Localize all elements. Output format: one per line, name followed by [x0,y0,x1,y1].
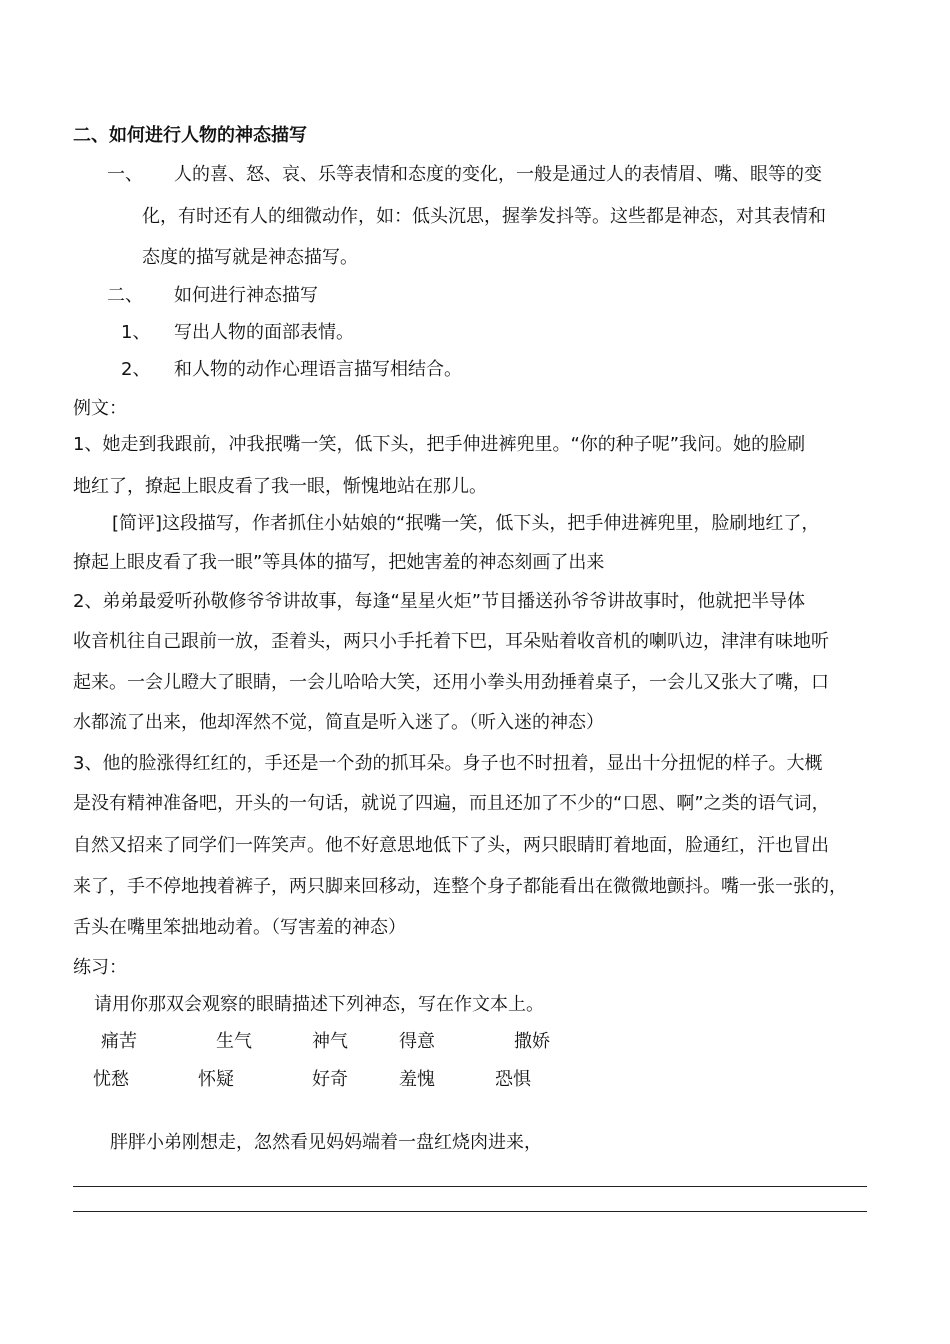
example3-line: 来了，手不停地拽着裤子，两只脚来回移动，连整个身子都能看出在微微地颤抖。嘴一张一张的， [73,876,847,897]
writing-prompt: 胖胖小弟刚想走，忽然看见妈妈端着一盘红烧肉进来， [110,1132,542,1153]
comment-line: [简评]这段描写，作者抓住小姑娘的“抿嘴一笑，低下头，把手伸进裤兜里，脸刷地红了， [112,513,820,534]
example1-line: 地红了，撩起上眼皮看了我一眼，惭愧地站在那儿。 [73,476,487,497]
practice-word: 怀疑 [198,1069,234,1090]
practice-word: 生气 [216,1031,252,1052]
point-text: 写出人物的面部表情。 [174,322,354,343]
section1-line: 人的喜、怒、哀、乐等表情和态度的变化，一般是通过人的表情眉、嘴、眼等的变 [174,164,822,185]
example2-line: 收音机往自己跟前一放，歪着头，两只小手托着下巴，耳朵贴着收音机的喇叭边，津津有味地听 [73,631,829,652]
practice-word: 得意 [399,1031,435,1052]
example3-line: 是没有精神准备吧，开头的一句话，就说了四遍，而且还加了不少的“口恩、啊”之类的语气词， [73,793,830,814]
practice-word: 恐惧 [495,1069,531,1090]
point-text: 和人物的动作心理语言描写相结合。 [174,359,462,380]
example3-line: 3、他的脸涨得红红的，手还是一个劲的抓耳朵。身子也不时扭着，显出十分扭怩的样子。大概 [73,753,823,774]
practice-word: 羞愧 [399,1069,435,1090]
practice-instruction: 请用你那双会观察的眼睛描述下列神态，写在作文本上。 [94,994,544,1015]
example1-line: 1、她走到我跟前，冲我抿嘴一笑，低下头，把手伸进裤兜里。“你的种子呢”我问。她的脸刷 [73,434,806,455]
example2-line: 起来。一会儿瞪大了眼睛，一会儿哈哈大笑，还用小拳头用劲捶着桌子，一会儿又张大了嘴，口 [73,672,829,693]
practice-word: 撒娇 [514,1031,550,1052]
practice-label: 练习： [73,957,127,978]
section-heading: 二、如何进行人物的神态描写 [73,125,307,146]
point-marker: 1、 [121,322,151,343]
example3-line: 自然又招来了同学们一阵笑声。他不好意思地低下了头，两只眼睛盯着地面，脸通红，汗也冒出 [73,835,829,856]
example-label: 例文： [73,398,127,419]
answer-line [73,1186,867,1187]
point-marker: 2、 [121,359,151,380]
section2-text: 如何进行神态描写 [174,285,318,306]
practice-word: 忧愁 [93,1069,129,1090]
section1-line: 化，有时还有人的细微动作，如：低头沉思，握拳发抖等。这些都是神态，对其表情和 [142,206,826,227]
practice-word: 痛苦 [101,1031,137,1052]
section1-line: 态度的描写就是神态描写。 [142,247,358,268]
practice-word: 好奇 [312,1069,348,1090]
section2-marker: 二、 [107,285,143,306]
example2-line: 水都流了出来，他却浑然不觉，简直是听入迷了。（听入迷的神态） [73,712,604,733]
example3-line: 舌头在嘴里笨拙地动着。（写害羞的神态） [73,917,406,938]
practice-word: 神气 [312,1031,348,1052]
answer-line [73,1211,867,1212]
example2-line: 2、弟弟最爱听孙敬修爷爷讲故事，每逢“星星火炬”节目播送孙爷爷讲故事时，他就把半导体 [73,591,806,612]
comment-line: 撩起上眼皮看了我一眼”等具体的描写，把她害羞的神态刻画了出来 [73,552,605,573]
section1-marker: 一、 [107,164,143,185]
